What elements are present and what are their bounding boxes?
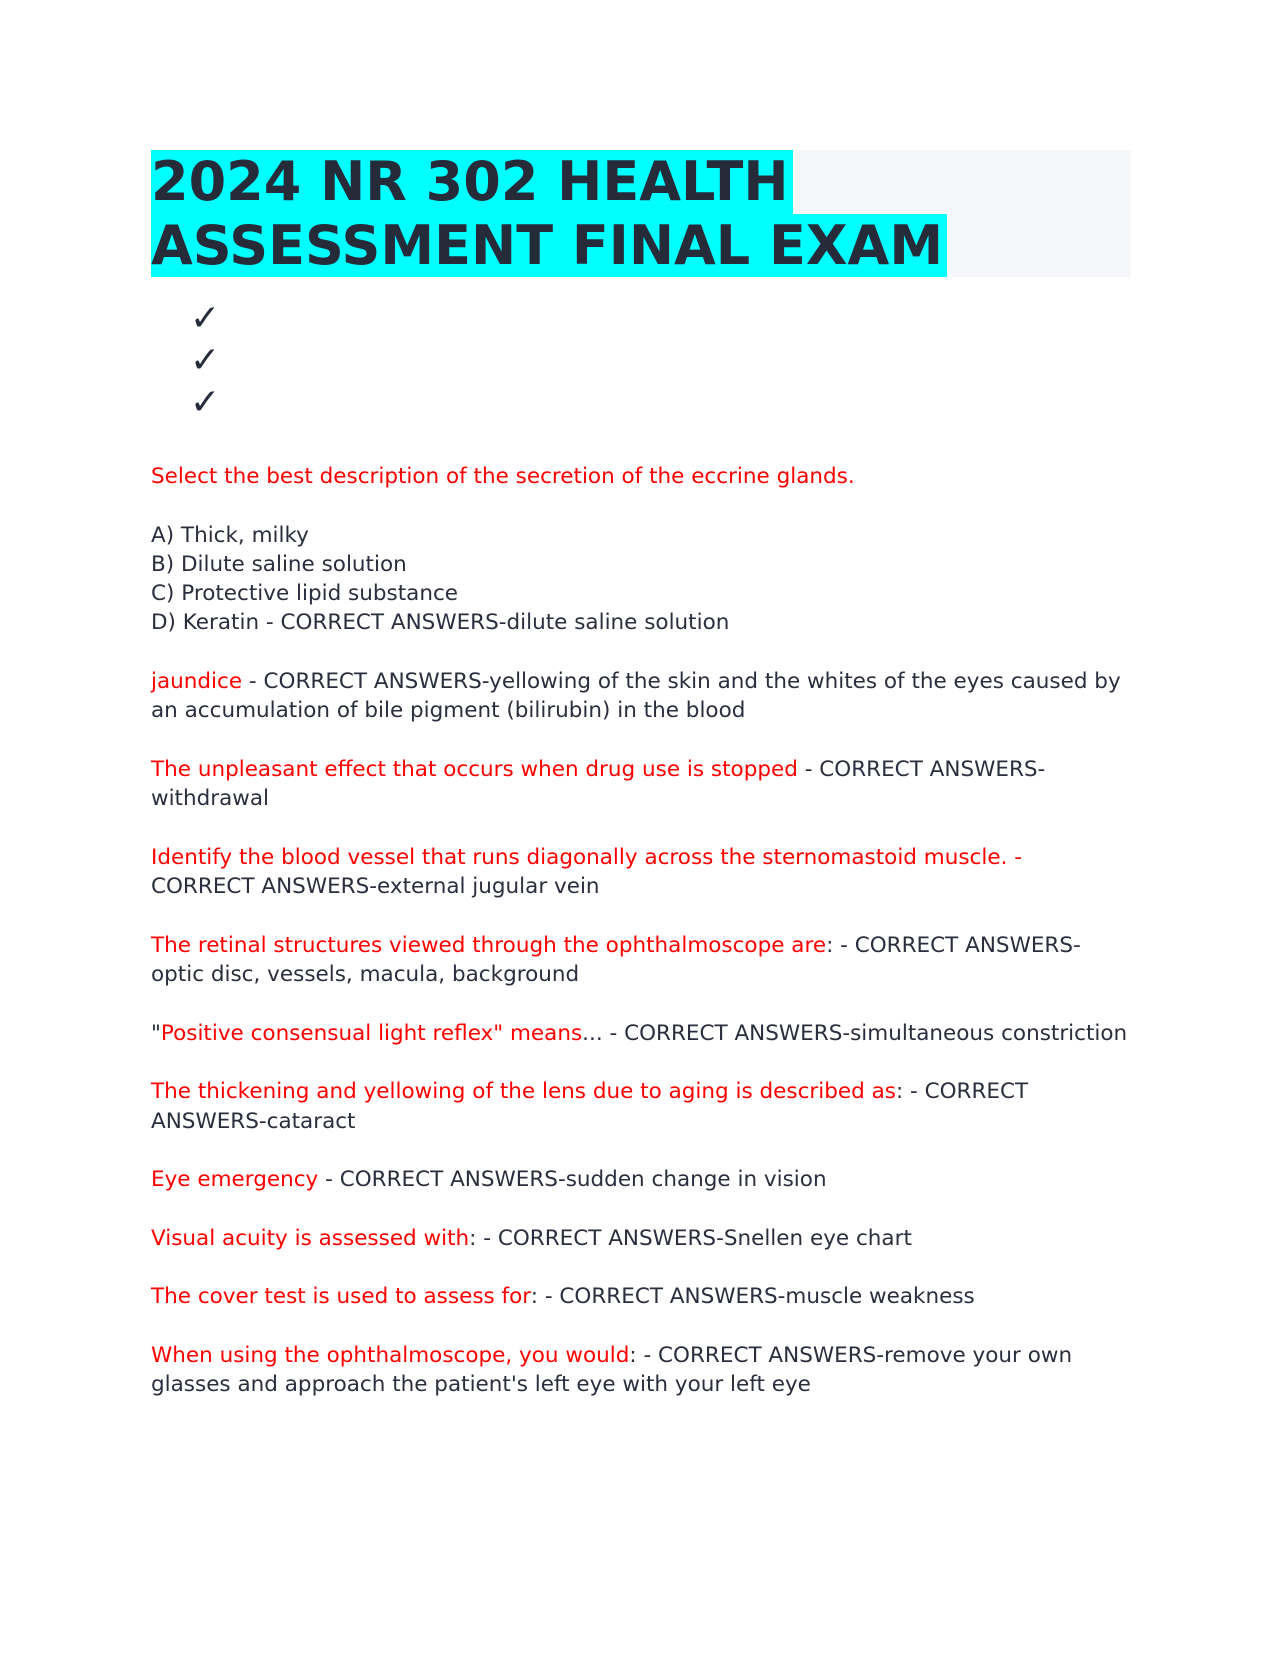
checkmark-icon: ✓ — [190, 382, 221, 423]
qa-item — [151, 1341, 1131, 1400]
question-text: Visual acuity is assessed with — [151, 1225, 470, 1251]
qa-item — [151, 1165, 1131, 1194]
question-text: The thickening and yellowing of the lens due to aging is described as — [151, 1079, 896, 1105]
title-line-2: ASSESSMENT FINAL EXAM — [151, 214, 947, 278]
answer-text: : - CORRECT ANSWERS-remove your own glasses and approach the patient's left eye with your left eye — [151, 1342, 1073, 1398]
qa-item — [151, 667, 1131, 726]
qa-item — [151, 843, 1131, 902]
document-title — [151, 150, 947, 277]
question-text: The cover test is used to assess for — [151, 1284, 531, 1310]
answer-text: : - CORRECT ANSWERS-optic disc, vessels, macula, background — [151, 932, 1081, 988]
question-text: The retinal structures viewed through the ophthalmoscope are — [151, 932, 827, 958]
qa-list — [151, 667, 1131, 1399]
answer-text: : - CORRECT ANSWERS-cataract — [151, 1079, 1029, 1134]
option-a: A) Thick, milky — [151, 522, 309, 548]
mcq-question: Select the best description of the secretion of the eccrine glands. — [151, 464, 855, 489]
answer-text: : - CORRECT ANSWERS-muscle weakness — [530, 1284, 975, 1310]
answer-text: - CORRECT ANSWERS-withdrawal — [151, 756, 1046, 812]
question-text: Eye emergency — [151, 1167, 319, 1193]
question-text: The unpleasant effect that occurs when drug use is stopped — [151, 756, 798, 782]
question-text: Positive consensual light reflex" means — [160, 1020, 583, 1046]
question-text: When using the ophthalmoscope, you would — [151, 1342, 630, 1368]
mcq-options — [151, 521, 1131, 638]
qa-item — [151, 1019, 1131, 1048]
answer-text: - CORRECT ANSWERS-yellowing of the skin and the whites of the eyes caused by an accumulation of bile pigment (bilirubin) in the blood — [151, 669, 1121, 724]
qa-item — [151, 1224, 1131, 1253]
option-c: C) Protective lipid substance — [151, 581, 459, 607]
checkmark-icon: ✓ — [190, 340, 221, 381]
option-d: D) Keratin — [151, 610, 260, 636]
question-text: jaundice — [151, 669, 243, 695]
qa-item — [151, 1282, 1131, 1311]
answer-text: : - CORRECT ANSWERS-Snellen eye chart — [469, 1225, 912, 1251]
checkmark-list — [190, 298, 220, 424]
answer-text: - CORRECT ANSWERS-sudden change in vision — [318, 1167, 827, 1193]
question-text: Identify the blood vessel that runs diagonally across the sternomastoid muscle. - — [151, 844, 1022, 870]
title-line-1: 2024 NR 302 HEALTH — [151, 150, 793, 214]
qa-item — [151, 755, 1131, 814]
mcq-answer: - CORRECT ANSWERS-dilute saline solution — [259, 610, 730, 636]
option-b: B) Dilute saline solution — [151, 551, 407, 577]
qa-item — [151, 1077, 1131, 1136]
answer-text: ... - CORRECT ANSWERS-simultaneous constriction — [582, 1020, 1128, 1046]
qa-content — [151, 462, 1131, 1429]
qa-item — [151, 931, 1131, 990]
checkmark-icon: ✓ — [190, 298, 221, 339]
answer-text: CORRECT ANSWERS-external jugular vein — [151, 874, 600, 900]
answer-text: " — [151, 1020, 161, 1046]
